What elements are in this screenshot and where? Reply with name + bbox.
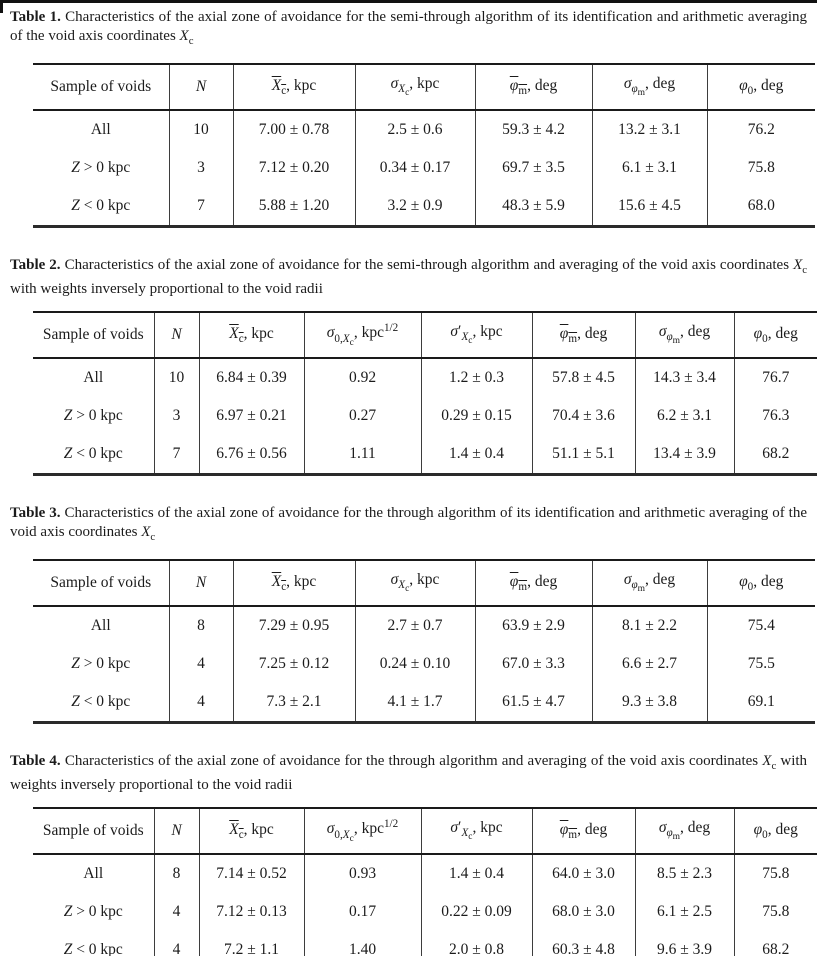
data-cell: 75.8 [734,893,817,931]
data-cell: 68.0 ± 3.0 [532,893,635,931]
table-row [33,931,817,956]
column-header: N [154,312,199,358]
column-header: Sample of voids [33,312,154,358]
data-cell: 13.2 ± 3.1 [592,110,707,149]
data-cell: 7.25 ± 0.12 [233,645,355,683]
data-cell: 48.3 ± 5.9 [475,187,592,227]
data-cell: 1.11 [304,435,421,475]
table2-caption-text: Characteristics of the axial zone of avoidance for the semi-through algorithm and averaging of the void axis coordinates $X_c$ with weights inversely proportional to the void radii [10,257,808,297]
data-cell: 9.6 ± 3.9 [635,931,734,956]
data-cell: 61.5 ± 4.7 [475,683,592,723]
data-cell: 6.84 ± 0.39 [199,358,304,397]
data-cell: 9.3 ± 3.8 [592,683,707,723]
column-header: N [154,808,199,854]
table-row [33,645,815,683]
data-cell: 6.1 ± 2.5 [635,893,734,931]
table4-caption [10,752,807,795]
column-header: $\sigma_{0,X_c}$, kpc$^{1/2}$ [304,808,421,854]
table4-caption-label: Table 4. [10,753,61,769]
table1-header-row [33,64,815,110]
table1-caption-label: Table 1. [10,9,61,25]
table-row [33,893,817,931]
data-cell: 1.4 ± 0.4 [421,854,532,893]
data-cell: 0.92 [304,358,421,397]
row-label-cell: Z < 0 kpc [71,197,131,214]
column-header: N [169,560,233,606]
data-cell: 63.9 ± 2.9 [475,606,592,645]
table2-caption [10,256,807,299]
column-header: $\varphi_0$, deg [707,64,815,110]
data-cell: 70.4 ± 3.6 [532,397,635,435]
column-header: $\varphi_0$, deg [734,808,817,854]
data-cell: 1.2 ± 0.3 [421,358,532,397]
data-cell: 3.2 ± 0.9 [355,187,475,227]
table4-caption-text: Characteristics of the axial zone of avoidance for the through algorithm and averaging of the void axis coordinates $X_c$ with weights inversely proportional to the void radii [10,753,808,793]
data-cell: 3 [154,397,199,435]
data-cell: 69.7 ± 3.5 [475,149,592,187]
column-header: $X_c$, kpc [199,808,304,854]
column-header: $\varphi_m$, deg [475,560,592,606]
data-cell: 60.3 ± 4.8 [532,931,635,956]
column-header: $\varphi_m$, deg [532,312,635,358]
table1 [33,63,815,228]
column-header: $\sigma'_{X_c}$, kpc [421,808,532,854]
column-header: $\sigma_{0,X_c}$, kpc$^{1/2}$ [304,312,421,358]
data-cell: 59.3 ± 4.2 [475,110,592,149]
row-label-cell: Z > 0 kpc [71,655,131,672]
data-cell: 7.12 ± 0.20 [233,149,355,187]
column-header: $\sigma_{\varphi_m}$, deg [592,64,707,110]
data-cell: 76.7 [734,358,817,397]
data-cell: 5.88 ± 1.20 [233,187,355,227]
table3-section [10,504,807,724]
table2-caption-label: Table 2. [10,257,61,273]
table4-section [10,752,807,956]
row-label-cell: All [83,369,104,386]
data-cell: 4 [169,645,233,683]
table3-caption-text: Characteristics of the axial zone of avoidance for the through algorithm of its identification and arithmetic averaging of the void axis coordinates $X_c$ [10,505,808,543]
data-cell: 0.22 ± 0.09 [421,893,532,931]
table-row [33,149,815,187]
data-cell: 75.4 [707,606,815,645]
column-header: $X_c$, kpc [199,312,304,358]
column-header: $\sigma_{\varphi_m}$, deg [635,808,734,854]
data-cell: 8 [169,606,233,645]
column-header: $\varphi_m$, deg [532,808,635,854]
row-label-cell: Z > 0 kpc [63,903,123,920]
data-cell: 0.29 ± 0.15 [421,397,532,435]
data-cell: 68.2 [734,931,817,956]
data-cell: 0.34 ± 0.17 [355,149,475,187]
data-cell: 68.0 [707,187,815,227]
column-header: $\sigma_{X_c}$, kpc [355,560,475,606]
data-cell: 6.6 ± 2.7 [592,645,707,683]
table-row [33,854,817,893]
table-row [33,110,815,149]
data-cell: 10 [154,358,199,397]
data-cell: 7.00 ± 0.78 [233,110,355,149]
table1-caption [10,8,807,51]
table2-header-row [33,312,817,358]
data-cell: 4 [154,893,199,931]
row-label-cell: Z < 0 kpc [71,693,131,710]
data-cell: 69.1 [707,683,815,723]
data-cell: 4.1 ± 1.7 [355,683,475,723]
data-cell: 7.2 ± 1.1 [199,931,304,956]
data-cell: 7 [169,187,233,227]
column-header: Sample of voids [33,560,169,606]
column-header: $\sigma_{\varphi_m}$, deg [635,312,734,358]
table2 [33,311,817,476]
data-cell: 7.29 ± 0.95 [233,606,355,645]
column-header: $\varphi_0$, deg [734,312,817,358]
data-cell: 1.40 [304,931,421,956]
column-header: Sample of voids [33,64,169,110]
row-label-cell: Z < 0 kpc [63,941,123,956]
data-cell: 0.93 [304,854,421,893]
data-cell: 6.97 ± 0.21 [199,397,304,435]
table1-section [10,8,807,228]
data-cell: 2.5 ± 0.6 [355,110,475,149]
data-cell: 14.3 ± 3.4 [635,358,734,397]
data-cell: 6.76 ± 0.56 [199,435,304,475]
row-label-cell: All [90,121,111,138]
column-header: Sample of voids [33,808,154,854]
data-cell: 0.17 [304,893,421,931]
column-header: $\sigma_{\varphi_m}$, deg [592,560,707,606]
data-cell: 8 [154,854,199,893]
data-cell: 13.4 ± 3.9 [635,435,734,475]
data-cell: 51.1 ± 5.1 [532,435,635,475]
row-label-cell: Z < 0 kpc [63,445,123,462]
data-cell: 75.5 [707,645,815,683]
table1-caption-text: Characteristics of the axial zone of avoidance for the semi-through algorithm of its identification and arithmetic averaging of the void axis coordinates $X_c$ [10,9,808,47]
data-cell: 7.12 ± 0.13 [199,893,304,931]
row-label-cell: Z > 0 kpc [71,159,131,176]
data-cell: 75.8 [734,854,817,893]
row-label-cell: All [83,865,104,882]
data-cell: 6.2 ± 3.1 [635,397,734,435]
page-top-rule [0,0,817,3]
table4-header-row [33,808,817,854]
data-cell: 0.24 ± 0.10 [355,645,475,683]
table2-section [10,256,807,476]
data-cell: 57.8 ± 4.5 [532,358,635,397]
data-cell: 68.2 [734,435,817,475]
column-header: N [169,64,233,110]
data-cell: 7.3 ± 2.1 [233,683,355,723]
table-row [33,435,817,475]
data-cell: 4 [169,683,233,723]
row-label-cell: Z > 0 kpc [63,407,123,424]
data-cell: 8.1 ± 2.2 [592,606,707,645]
data-cell: 10 [169,110,233,149]
data-cell: 7 [154,435,199,475]
table3-caption [10,504,807,547]
data-cell: 8.5 ± 2.3 [635,854,734,893]
column-header: $\varphi_m$, deg [475,64,592,110]
data-cell: 4 [154,931,199,956]
table-row [33,358,817,397]
row-label-cell: All [90,617,111,634]
data-cell: 67.0 ± 3.3 [475,645,592,683]
page-corner-tick [0,0,3,13]
data-cell: 76.2 [707,110,815,149]
data-cell: 64.0 ± 3.0 [532,854,635,893]
column-header: $X_c$, kpc [233,64,355,110]
table4 [33,807,817,956]
data-cell: 15.6 ± 4.5 [592,187,707,227]
table-row [33,683,815,723]
data-cell: 2.7 ± 0.7 [355,606,475,645]
data-cell: 6.1 ± 3.1 [592,149,707,187]
data-cell: 7.14 ± 0.52 [199,854,304,893]
table3-header-row [33,560,815,606]
table3 [33,559,815,724]
data-cell: 0.27 [304,397,421,435]
table-row [33,187,815,227]
data-cell: 1.4 ± 0.4 [421,435,532,475]
data-cell: 2.0 ± 0.8 [421,931,532,956]
column-header: $X_c$, kpc [233,560,355,606]
data-cell: 75.8 [707,149,815,187]
column-header: $\sigma_{X_c}$, kpc [355,64,475,110]
data-cell: 76.3 [734,397,817,435]
table3-caption-label: Table 3. [10,505,61,521]
table-row [33,397,817,435]
table-row [33,606,815,645]
column-header: $\varphi_0$, deg [707,560,815,606]
column-header: $\sigma'_{X_c}$, kpc [421,312,532,358]
data-cell: 3 [169,149,233,187]
